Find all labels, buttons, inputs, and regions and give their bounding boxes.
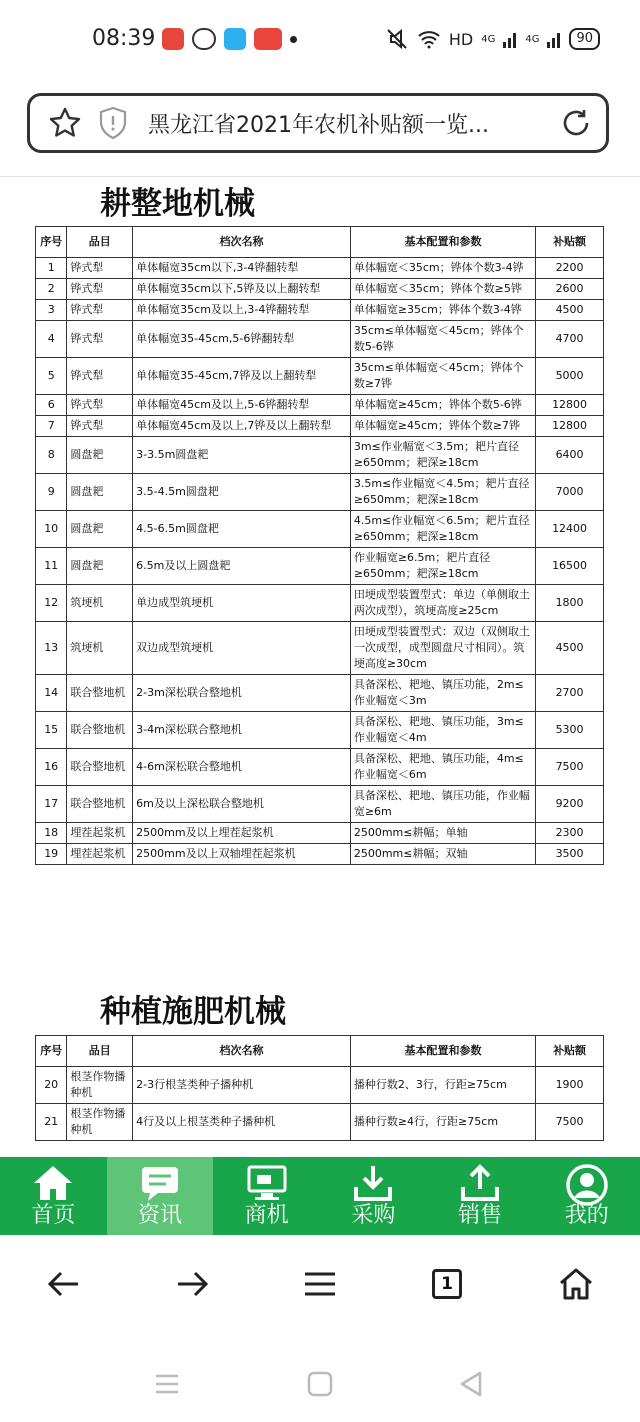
- cell-config: 播种行数≥4行，行距≥75cm: [350, 1104, 535, 1141]
- cell-subsidy: 16500: [536, 548, 604, 585]
- nav-label: 资讯: [138, 1203, 183, 1228]
- cell-index: 4: [36, 321, 67, 358]
- cell-index: 11: [36, 548, 67, 585]
- forward-arrow-icon[interactable]: [174, 1266, 210, 1302]
- monitor-icon: [245, 1163, 289, 1203]
- cell-config: 具备深松、耙地、镇压功能，作业幅宽≥6m: [350, 786, 535, 823]
- cell-grade: 3-4m深松联合整地机: [133, 712, 351, 749]
- cell-subsidy: 7500: [536, 1104, 604, 1141]
- cell-category: 铧式犁: [67, 258, 133, 279]
- cell-category: 根茎作物播种机: [67, 1067, 133, 1104]
- cell-index: 16: [36, 749, 67, 786]
- cell-subsidy: 5000: [536, 358, 604, 395]
- divider: [0, 176, 640, 177]
- battery-indicator: 90: [569, 28, 600, 50]
- table-header-row: [36, 1036, 604, 1067]
- cell-index: 8: [36, 437, 67, 474]
- cell-config: 3m≤作业幅宽＜3.5m；耙片直径≥650mm；耙深≥18cm: [350, 437, 535, 474]
- cell-category: 铧式犁: [67, 395, 133, 416]
- cell-category: 联合整地机: [67, 675, 133, 712]
- subsidy-table-planting: [35, 1035, 604, 1141]
- nav-purchase[interactable]: [320, 1157, 427, 1235]
- back-button-icon[interactable]: [458, 1370, 484, 1398]
- cell-category: 圆盘耙: [67, 511, 133, 548]
- cell-index: 3: [36, 300, 67, 321]
- table-row: [36, 585, 604, 622]
- header-index: 序号: [36, 227, 67, 258]
- cell-grade: 4.5-6.5m圆盘耙: [133, 511, 351, 548]
- cell-config: 播种行数2、3行，行距≥75cm: [350, 1067, 535, 1104]
- system-nav-bar: [0, 1366, 640, 1406]
- cell-category: 铧式犁: [67, 321, 133, 358]
- hd-label: HD: [448, 29, 474, 49]
- cell-subsidy: 4500: [536, 300, 604, 321]
- header-category: 品目: [67, 227, 133, 258]
- back-arrow-icon[interactable]: [46, 1266, 82, 1302]
- header-config: 基本配置和参数: [350, 227, 535, 258]
- cell-grade: 6m及以上深松联合整地机: [133, 786, 351, 823]
- cell-index: 1: [36, 258, 67, 279]
- cell-grade: 单体幅宽35cm以下,5铧及以上翻转犁: [133, 279, 351, 300]
- cell-grade: 6.5m及以上圆盘耙: [133, 548, 351, 585]
- table-row: [36, 749, 604, 786]
- header-grade: 档次名称: [133, 227, 351, 258]
- cell-config: 2500mm≤耕幅；单轴: [350, 823, 535, 844]
- cell-grade: 4-6m深松联合整地机: [133, 749, 351, 786]
- cell-index: 12: [36, 585, 67, 622]
- download-icon: [351, 1163, 395, 1203]
- cell-index: 6: [36, 395, 67, 416]
- browser-toolbar: [0, 1258, 640, 1314]
- cell-grade: 3.5-4.5m圆盘耙: [133, 474, 351, 511]
- cell-config: 具备深松、耙地、镇压功能，2m≤作业幅宽＜3m: [350, 675, 535, 712]
- cell-config: 单体幅宽＜35cm；铧体个数≥5铧: [350, 279, 535, 300]
- header-subsidy: 补贴额: [536, 1036, 604, 1067]
- nav-mine[interactable]: [533, 1157, 640, 1235]
- cell-category: 筑埂机: [67, 585, 133, 622]
- home-button-icon[interactable]: [307, 1371, 333, 1397]
- cell-index: 17: [36, 786, 67, 823]
- cell-grade: 4行及以上根茎类种子播种机: [133, 1104, 351, 1141]
- video-app-icon: [224, 28, 246, 50]
- cell-category: 铧式犁: [67, 358, 133, 395]
- table-row: [36, 1067, 604, 1104]
- table-row: [36, 823, 604, 844]
- cell-index: 10: [36, 511, 67, 548]
- cell-subsidy: 2700: [536, 675, 604, 712]
- cell-subsidy: 5300: [536, 712, 604, 749]
- cell-subsidy: 1800: [536, 585, 604, 622]
- page-title[interactable]: 黑龙江省2021年农机补贴额一览...: [148, 113, 489, 138]
- cell-index: 7: [36, 416, 67, 437]
- header-config: 基本配置和参数: [350, 1036, 535, 1067]
- system-indicators: [385, 28, 600, 50]
- cell-config: 单体幅宽≥45cm；铧体个数≥7铧: [350, 416, 535, 437]
- cell-subsidy: 3500: [536, 844, 604, 865]
- cell-subsidy: 12800: [536, 395, 604, 416]
- cell-grade: 2-3m深松联合整地机: [133, 675, 351, 712]
- cell-config: 田埂成型装置型式：单边（单侧取土两次成型），筑埂高度≥25cm: [350, 585, 535, 622]
- table-row: [36, 548, 604, 585]
- table-row: [36, 300, 604, 321]
- cell-grade: 双边成型筑埂机: [133, 622, 351, 675]
- cell-index: 5: [36, 358, 67, 395]
- wifi-icon: [417, 29, 441, 49]
- menu-icon[interactable]: [302, 1266, 338, 1302]
- cell-category: 圆盘耙: [67, 437, 133, 474]
- nav-label: 首页: [31, 1203, 76, 1228]
- signal-icon-2: [547, 30, 561, 48]
- subsidy-table-tillage: [35, 226, 604, 865]
- cell-grade: 单体幅宽35cm以下,3-4铧翻转犁: [133, 258, 351, 279]
- cell-index: 20: [36, 1067, 67, 1104]
- reload-icon[interactable]: [560, 107, 592, 139]
- table-row: [36, 511, 604, 548]
- header-subsidy: 补贴额: [536, 227, 604, 258]
- cell-grade: 单体幅宽45cm及以上,7铧及以上翻转犁: [133, 416, 351, 437]
- table-row: [36, 258, 604, 279]
- cell-config: 单体幅宽≥35cm；铧体个数3-4铧: [350, 300, 535, 321]
- cell-category: 联合整地机: [67, 786, 133, 823]
- cell-category: 埋茬起浆机: [67, 844, 133, 865]
- table-row: [36, 395, 604, 416]
- cell-index: 9: [36, 474, 67, 511]
- chat-icon: [138, 1163, 182, 1203]
- header-category: 品目: [67, 1036, 133, 1067]
- status-bar: [0, 0, 640, 80]
- cell-index: 19: [36, 844, 67, 865]
- cell-subsidy: 1900: [536, 1067, 604, 1104]
- section-title-planting: 种植施肥机械: [100, 994, 286, 1030]
- home-icon[interactable]: [558, 1266, 594, 1302]
- cell-grade: 单体幅宽35cm及以上,3-4铧翻转犁: [133, 300, 351, 321]
- signal-label-2: 4G: [525, 33, 540, 45]
- cell-subsidy: 2300: [536, 823, 604, 844]
- toutiao-icon: [254, 28, 282, 50]
- cell-category: 埋茬起浆机: [67, 823, 133, 844]
- signal-icon-1: [503, 30, 517, 48]
- cell-grade: 3-3.5m圆盘耙: [133, 437, 351, 474]
- cell-index: 14: [36, 675, 67, 712]
- cell-index: 15: [36, 712, 67, 749]
- dot-icon: [290, 36, 297, 43]
- cell-category: 铧式犁: [67, 416, 133, 437]
- nav-label: 我的: [564, 1203, 609, 1228]
- cell-index: 21: [36, 1104, 67, 1141]
- nav-business[interactable]: [213, 1157, 320, 1235]
- cell-subsidy: 4700: [536, 321, 604, 358]
- table-row: [36, 786, 604, 823]
- site-bottom-nav: [0, 1157, 640, 1235]
- cell-config: 4.5m≤作业幅宽＜6.5m；耙片直径≥650mm；耙深≥18cm: [350, 511, 535, 548]
- tabs-count: 1: [441, 1274, 453, 1294]
- cell-subsidy: 12400: [536, 511, 604, 548]
- cell-index: 18: [36, 823, 67, 844]
- cell-subsidy: 4500: [536, 622, 604, 675]
- cell-category: 联合整地机: [67, 712, 133, 749]
- cell-grade: 单体幅宽35-45cm,7铧及以上翻转犁: [133, 358, 351, 395]
- cell-grade: 单体幅宽35-45cm,5-6铧翻转犁: [133, 321, 351, 358]
- cell-category: 铧式犁: [67, 279, 133, 300]
- cell-grade: 单体幅宽45cm及以上,5-6铧翻转犁: [133, 395, 351, 416]
- notification-icons: [162, 28, 297, 50]
- app-icon-red: [162, 28, 184, 50]
- cell-config: 3.5m≤作业幅宽＜4.5m；耙片直径≥650mm；耙深≥18cm: [350, 474, 535, 511]
- mute-icon: [385, 28, 409, 50]
- cell-config: 作业幅宽≥6.5m；耙片直径≥650mm；耙深≥18cm: [350, 548, 535, 585]
- cell-subsidy: 9200: [536, 786, 604, 823]
- cell-config: 2500mm≤耕幅；双轴: [350, 844, 535, 865]
- cell-grade: 2500mm及以上埋茬起浆机: [133, 823, 351, 844]
- table-row: [36, 416, 604, 437]
- nav-sales[interactable]: [427, 1157, 534, 1235]
- table-row: [36, 358, 604, 395]
- cell-subsidy: 7500: [536, 749, 604, 786]
- cell-index: 2: [36, 279, 67, 300]
- cell-subsidy: 12800: [536, 416, 604, 437]
- cell-config: 单体幅宽≥45cm；铧体个数5-6铧: [350, 395, 535, 416]
- nav-news[interactable]: [107, 1157, 214, 1235]
- table-row: [36, 844, 604, 865]
- signal-label-1: 4G: [481, 33, 496, 45]
- cell-category: 圆盘耙: [67, 474, 133, 511]
- table-header-row: [36, 227, 604, 258]
- cell-subsidy: 6400: [536, 437, 604, 474]
- security-shield-icon[interactable]: [98, 106, 128, 140]
- table-row: [36, 622, 604, 675]
- cell-category: 圆盘耙: [67, 548, 133, 585]
- table-row: [36, 1104, 604, 1141]
- cell-grade: 2-3行根茎类种子播种机: [133, 1067, 351, 1104]
- cell-category: 联合整地机: [67, 749, 133, 786]
- upload-icon: [458, 1163, 502, 1203]
- cell-config: 田埂成型装置型式：双边（双侧取土一次成型，成型圆盘尺寸相同）。筑埂高度≥30cm: [350, 622, 535, 675]
- cell-category: 根茎作物播种机: [67, 1104, 133, 1141]
- cell-subsidy: 2200: [536, 258, 604, 279]
- table-row: [36, 712, 604, 749]
- cell-subsidy: 2600: [536, 279, 604, 300]
- recent-apps-icon[interactable]: [154, 1372, 180, 1396]
- table-row: [36, 321, 604, 358]
- table-row: [36, 675, 604, 712]
- nav-home[interactable]: [0, 1157, 107, 1235]
- bookmark-star-icon[interactable]: [48, 106, 82, 140]
- tabs-button[interactable]: [432, 1269, 462, 1299]
- header-index: 序号: [36, 1036, 67, 1067]
- cell-config: 具备深松、耙地、镇压功能，4m≤作业幅宽＜6m: [350, 749, 535, 786]
- cell-category: 筑埂机: [67, 622, 133, 675]
- nav-label: 销售: [458, 1203, 503, 1228]
- table-row: [36, 437, 604, 474]
- home-icon: [31, 1163, 75, 1203]
- wechat-icon: [192, 28, 216, 50]
- cell-grade: 2500mm及以上双轴埋茬起浆机: [133, 844, 351, 865]
- cell-config: 具备深松、耙地、镇压功能，3m≤作业幅宽＜4m: [350, 712, 535, 749]
- table-row: [36, 279, 604, 300]
- nav-label: 采购: [351, 1203, 396, 1228]
- address-bar[interactable]: [27, 93, 609, 153]
- cell-config: 单体幅宽＜35cm；铧体个数3-4铧: [350, 258, 535, 279]
- cell-config: 35cm≤单体幅宽＜45cm；铧体个数5-6铧: [350, 321, 535, 358]
- nav-label: 商机: [244, 1203, 289, 1228]
- section-title-tillage: 耕整地机械: [100, 186, 255, 222]
- cell-config: 35cm≤单体幅宽＜45cm；铧体个数≥7铧: [350, 358, 535, 395]
- cell-category: 铧式犁: [67, 300, 133, 321]
- table-row: [36, 474, 604, 511]
- clock: 08:39: [92, 26, 156, 51]
- cell-index: 13: [36, 622, 67, 675]
- cell-grade: 单边成型筑埂机: [133, 585, 351, 622]
- header-grade: 档次名称: [133, 1036, 351, 1067]
- cell-subsidy: 7000: [536, 474, 604, 511]
